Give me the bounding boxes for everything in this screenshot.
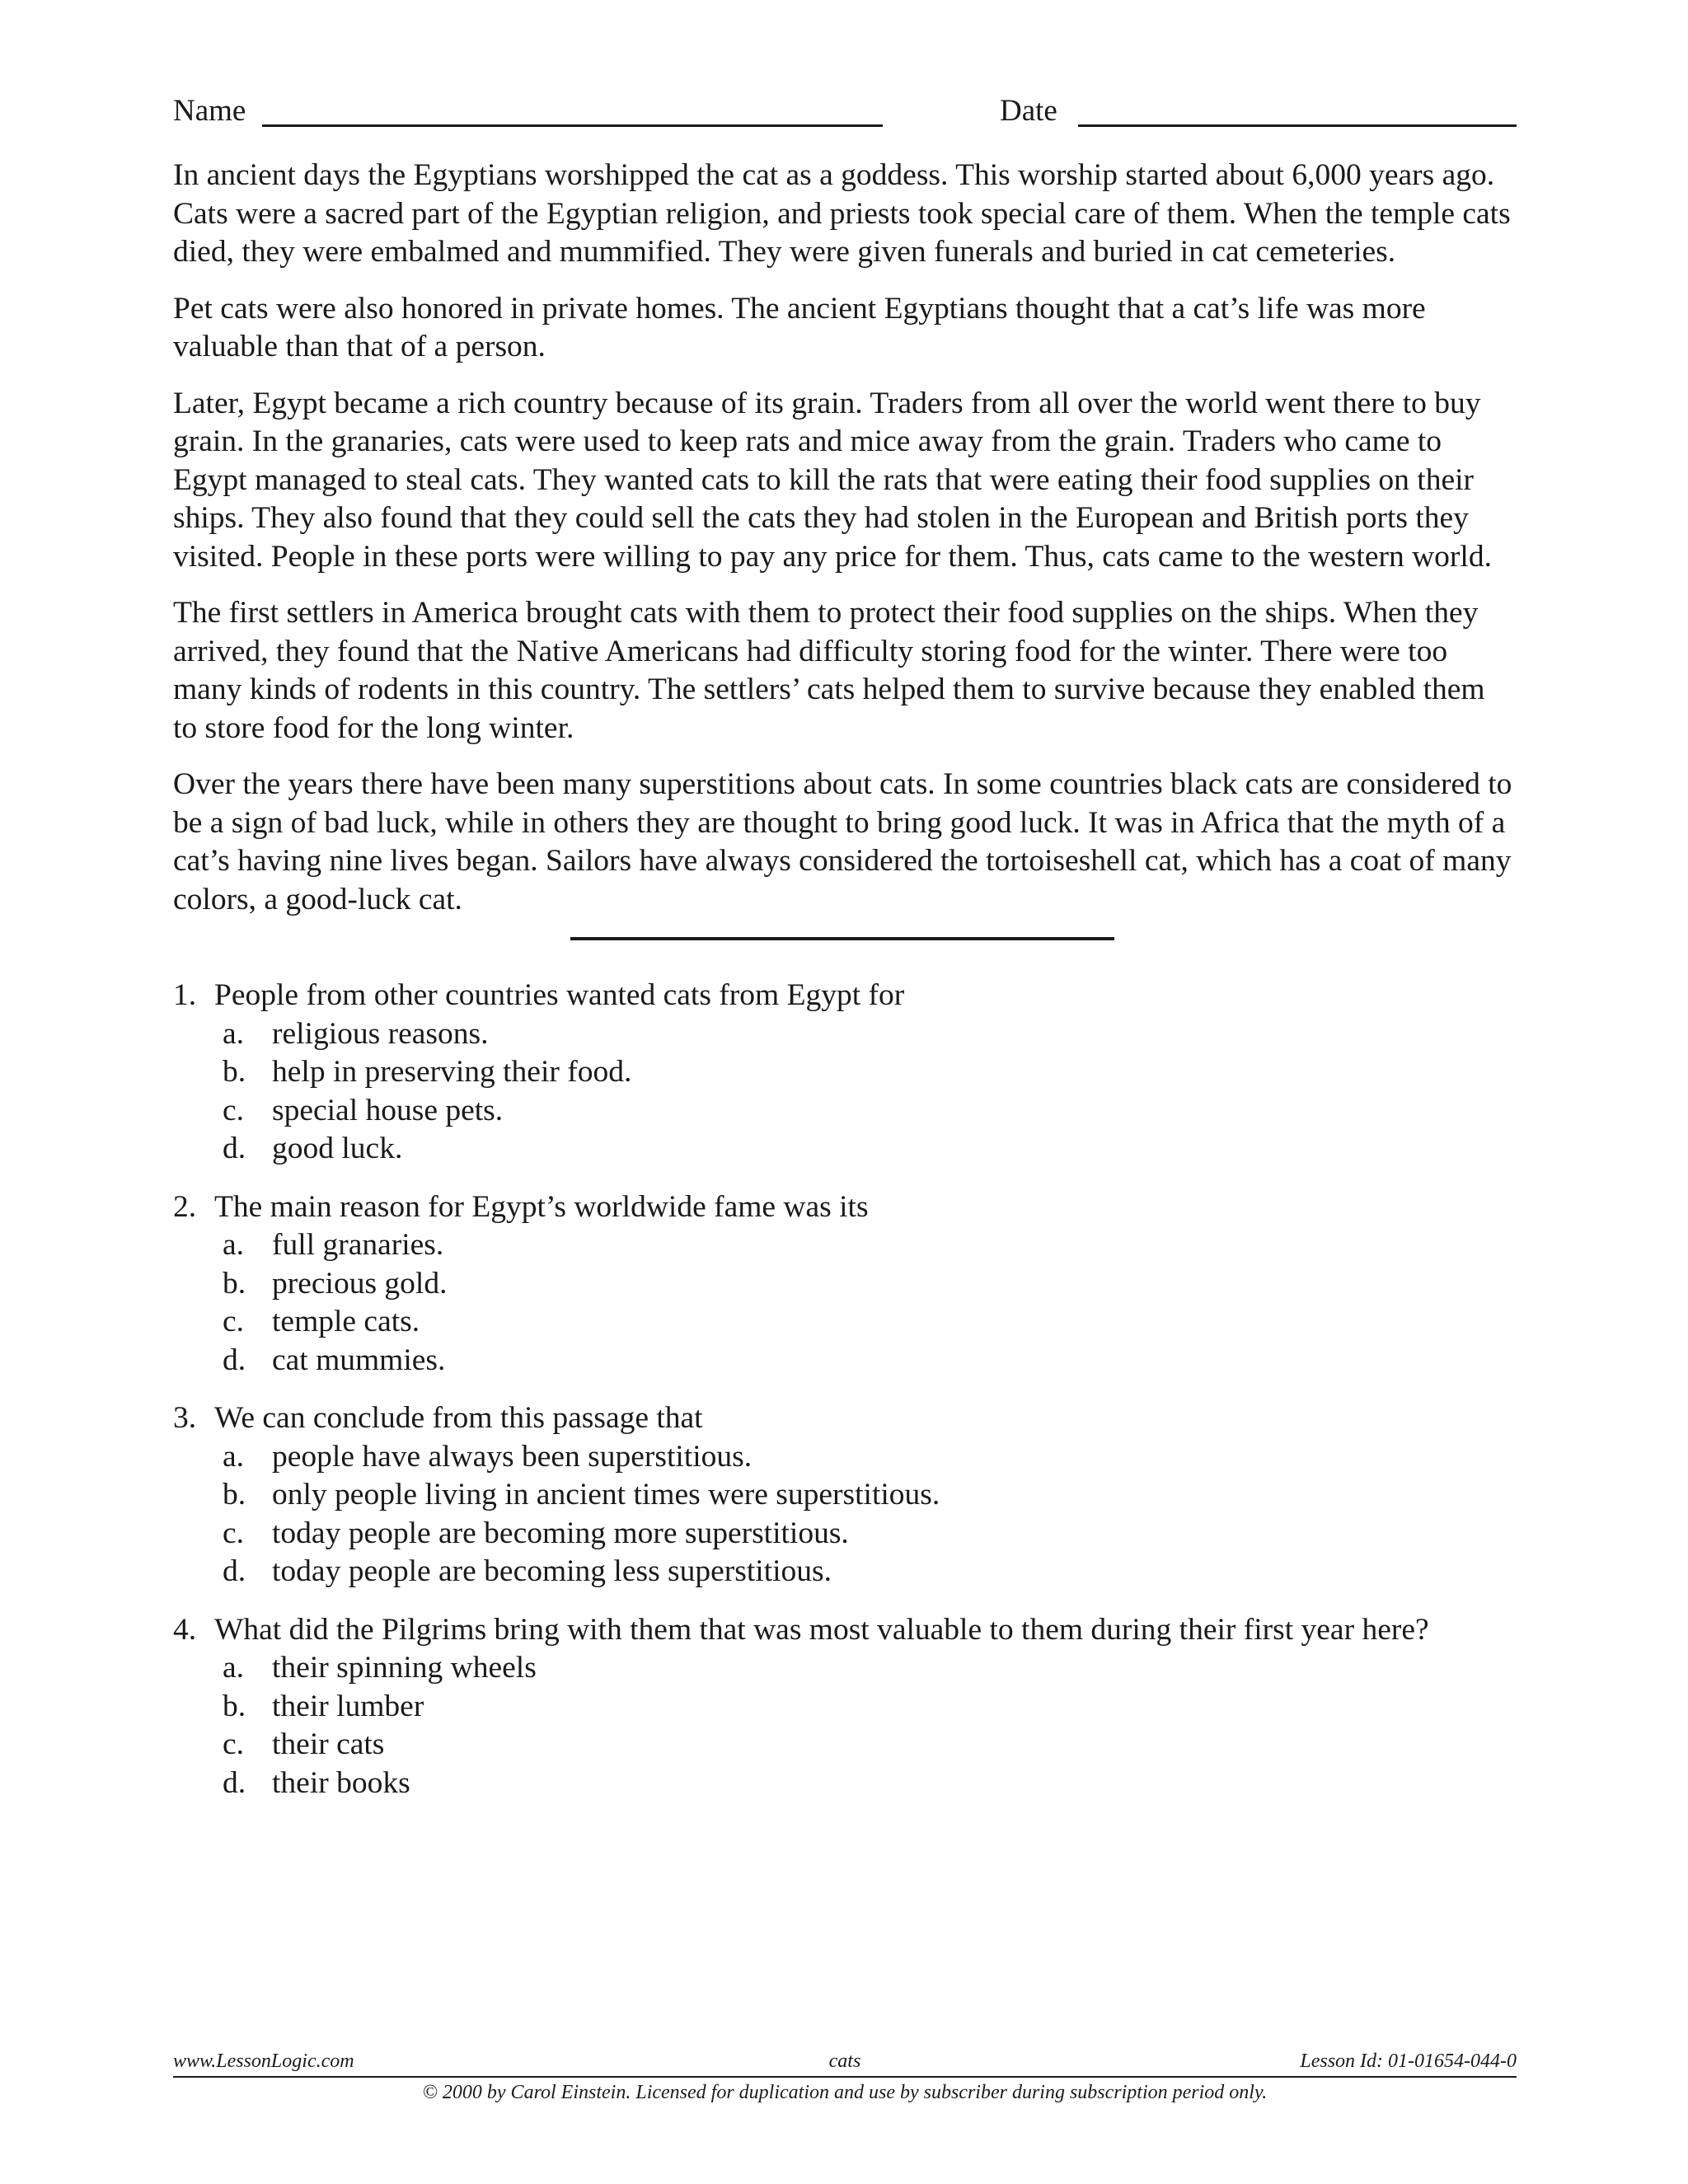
answer-option[interactable] <box>173 1303 1517 1342</box>
option-text: their lumber <box>272 1689 424 1723</box>
question-text: We can conclude from this passage that <box>214 1401 703 1435</box>
date-label: Date <box>1000 94 1057 128</box>
question-4 <box>173 1611 1517 1803</box>
option-text: precious gold. <box>272 1266 448 1301</box>
section-divider <box>570 937 1114 940</box>
question-2 <box>173 1188 1517 1380</box>
answer-option[interactable] <box>173 1438 1517 1477</box>
answer-option[interactable] <box>173 1053 1517 1092</box>
answer-option[interactable] <box>173 1015 1517 1054</box>
footer-lesson-id: Lesson Id: 01-01654-044-0 <box>1300 2050 1517 2072</box>
option-letter: a. <box>223 1651 245 1685</box>
option-text: only people living in ancient times were superstitious. <box>272 1478 940 1511</box>
question-stem <box>173 1399 1517 1438</box>
name-label: Name <box>173 94 246 128</box>
question-text: The main reason for Egypt’s worldwide fame was its <box>214 1189 869 1224</box>
option-letter: b. <box>223 1055 246 1089</box>
question-number: 4. <box>173 1612 197 1647</box>
reading-passage <box>173 157 1517 919</box>
option-letter: c. <box>223 1305 245 1338</box>
answer-option[interactable] <box>173 1226 1517 1265</box>
question-stem <box>173 977 1517 1015</box>
option-letter: d. <box>223 1343 246 1377</box>
option-letter: c. <box>223 1516 245 1550</box>
answer-option[interactable] <box>173 1130 1517 1169</box>
passage-paragraph: Later, Egypt became a rich country because of its grain. Traders from all over the world went there to buy grain. In the granaries, cats were used to keep rats and mice away from the grain. Traders who came to Egypt managed to steal cats. They wanted cats to kill the rats that were eating their food supplies on their ships. They also found that they could sell the cats they had stolen in the European and British ports they visited. People in these ports were willing to pay any price for them. Thus, cats came to the western world. <box>173 386 1492 574</box>
option-letter: c. <box>223 1093 245 1127</box>
question-number: 1. <box>173 978 197 1012</box>
option-text: their cats <box>272 1727 385 1761</box>
question-stem <box>173 1188 1517 1227</box>
passage-paragraph: In ancient days the Egyptians worshipped the cat as a goddess. This worship started about 6,000 years ago. Cats were a sacred part of the Egyptian religion, and priests took special care of them. When the temple cats died, they were embalmed and mummified. They were given funerals and buried in cat cemeteries. <box>173 158 1511 269</box>
question-number: 2. <box>173 1189 197 1224</box>
option-text: help in preserving their food. <box>272 1055 632 1089</box>
option-text: today people are becoming less superstitious. <box>272 1554 832 1588</box>
option-letter: d. <box>223 1132 246 1165</box>
passage-paragraph: Over the years there have been many superstitions about cats. In some countries black cats are considered to be a sign of bad luck, while in others they are thought to bring good luck. It was in Africa that the myth of a cat’s having nine lives began. Sailors have always considered the tortoiseshell cat, which has a coat of many colors, a good-luck cat. <box>173 767 1512 916</box>
option-text: their spinning wheels <box>272 1651 537 1685</box>
question-text: What did the Pilgrims bring with them that was most valuable to them during their first year here? <box>214 1612 1429 1647</box>
option-text: cat mummies. <box>272 1343 446 1377</box>
question-text: People from other countries wanted cats from Egypt for <box>214 978 905 1012</box>
option-text: special house pets. <box>272 1093 504 1127</box>
option-text: full granaries. <box>272 1228 444 1262</box>
answer-option[interactable] <box>173 1265 1517 1304</box>
question-number: 3. <box>173 1401 197 1435</box>
answer-option[interactable] <box>173 1649 1517 1688</box>
question-list <box>173 977 1517 1802</box>
option-text: good luck. <box>272 1132 403 1165</box>
footer-copyright: © 2000 by Carol Einstein. Licensed for duplication and use by subscriber during subscription period only. <box>422 2082 1268 2103</box>
option-text: their books <box>272 1765 410 1800</box>
option-letter: a. <box>223 1439 245 1474</box>
option-letter: a. <box>223 1016 245 1051</box>
worksheet-page <box>173 87 1517 1822</box>
option-text: people have always been superstitious. <box>272 1439 753 1474</box>
date-field-line[interactable] <box>1078 124 1517 127</box>
answer-option[interactable] <box>173 1688 1517 1727</box>
name-field-line[interactable] <box>262 124 883 127</box>
question-stem <box>173 1611 1517 1650</box>
option-letter: b. <box>223 1266 246 1301</box>
question-3 <box>173 1399 1517 1591</box>
option-letter: b. <box>223 1689 246 1723</box>
worksheet-header <box>173 87 1517 136</box>
answer-option[interactable] <box>173 1476 1517 1515</box>
answer-option[interactable] <box>173 1092 1517 1131</box>
option-letter: d. <box>223 1554 246 1588</box>
option-letter: b. <box>223 1478 246 1511</box>
footer-website-link[interactable]: www.LessonLogic.com <box>173 2050 354 2072</box>
option-letter: c. <box>223 1727 245 1761</box>
option-text: today people are becoming more superstitious. <box>272 1516 849 1550</box>
page-footer <box>173 2046 1517 2107</box>
footer-topic: cats <box>828 2050 861 2072</box>
option-letter: d. <box>223 1765 246 1800</box>
passage-paragraph: The first settlers in America brought cats with them to protect their food supplies on the ships. When they arrived, they found that the Native Americans had difficulty storing food for the winter. There were too many kinds of rodents in this country. The settlers’ cats helped them to survive because they enabled them to store food for the long winter. <box>173 596 1485 745</box>
answer-option[interactable] <box>173 1553 1517 1591</box>
option-text: temple cats. <box>272 1305 420 1338</box>
question-1 <box>173 977 1517 1169</box>
footer-info-row <box>173 2046 1517 2076</box>
answer-option[interactable] <box>173 1515 1517 1554</box>
passage-paragraph: Pet cats were also honored in private homes. The ancient Egyptians thought that a cat’s life was more valuable than that of a person. <box>173 291 1426 363</box>
option-letter: a. <box>223 1228 245 1262</box>
answer-option[interactable] <box>173 1765 1517 1803</box>
answer-option[interactable] <box>173 1342 1517 1380</box>
option-text: religious reasons. <box>272 1016 489 1051</box>
answer-option[interactable] <box>173 1726 1517 1765</box>
